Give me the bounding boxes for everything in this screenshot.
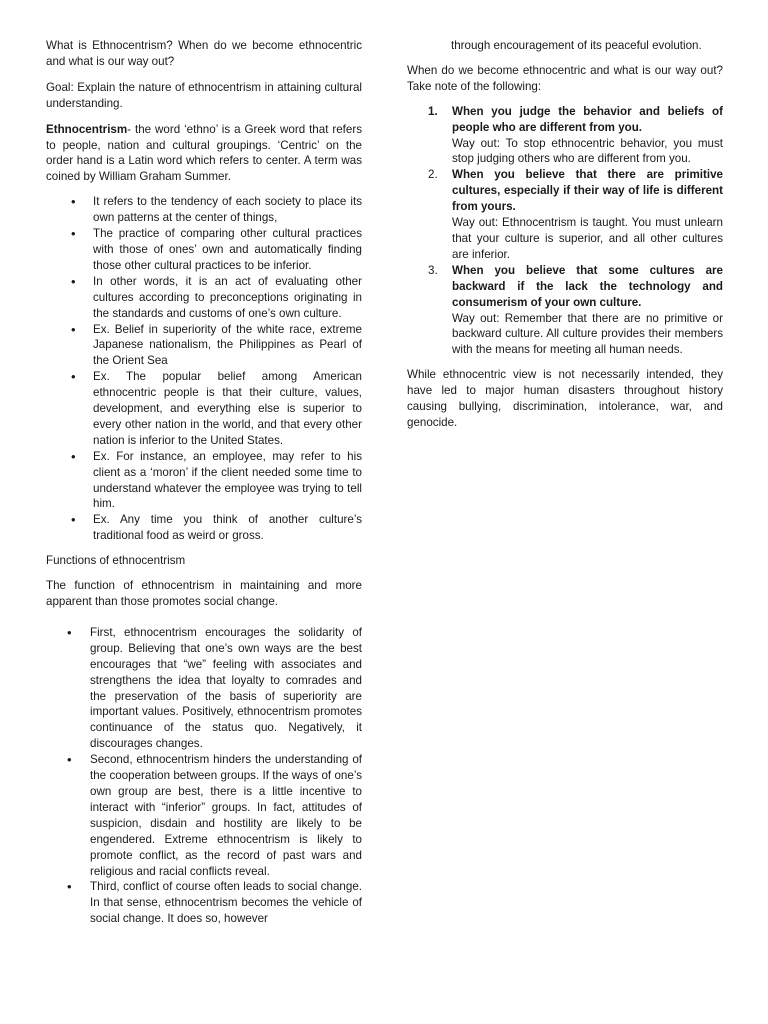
intro-question: What is Ethnocentrism? When do we become ethnocentric and what is our way out? xyxy=(46,39,362,68)
item-heading: When you believe that some cultures are backward if the lack the technology and consumerism of your own culture. xyxy=(452,263,723,309)
functions-list xyxy=(46,625,362,927)
item-number: 3. xyxy=(428,263,438,277)
item-heading: When you believe that there are primitive cultures, especially if their way of life is different from yours. xyxy=(452,168,723,214)
list-item: • Third, conflict of course often leads to social change. In that sense, ethnocentrism becomes the vehicle of social change. It does so, however xyxy=(46,879,362,927)
list-item xyxy=(407,167,723,262)
ethnocentric-situations-list xyxy=(407,104,723,359)
list-item: • Ex. For instance, an employee, may refer to his client as a ‘moron’ if the client needed some time to understand whatever the employee was trying to tell him. xyxy=(46,449,362,513)
list-item: • The practice of comparing other cultural practices with those of ones’ own and automatically finding those other cultural practices to be inferior. xyxy=(46,226,362,274)
list-item: • Ex. The popular belief among American ethnocentric people is that their culture, values, development, and everything else is superior to every other nation in the world, and that every other nation is inferior to the United States. xyxy=(46,369,362,449)
conclusion-paragraph: While ethnocentric view is not necessarily intended, they have led to major human disasters throughout history causing bullying, discrimination, intolerance, war, and genocide. xyxy=(407,368,723,429)
right-column xyxy=(407,38,723,440)
item-number: 2. xyxy=(428,168,438,182)
item-heading: When you judge the behavior and beliefs of people who are different from you. xyxy=(452,104,723,134)
definition-paragraph xyxy=(46,122,362,186)
list-item xyxy=(407,104,723,168)
list-item: • Ex. Any time you think of another culture’s traditional food as weird or gross. xyxy=(46,512,362,544)
list-item: • Second, ethnocentrism hinders the understanding of the cooperation between groups. If the ways of one’s own group are best, there is a little incentive to interact with “inferior” groups. In fact, attitudes of suspicion, disdain and hostility are likely to be engendered. Extreme ethnocentrism is likely to promote conflict, as the record of past wars and religious and racial conflicts reveal. xyxy=(46,752,362,879)
continuation-text: through encouragement of its peaceful evolution. xyxy=(451,39,702,52)
definition-term: Ethnocentrism xyxy=(46,122,128,136)
definition-text: - the word ‘ethno’ is a Greek word that refers to people, nation and cultural groupings. ‘Centric’ on the order hand is a Latin word which refers to center. A term was coined by William Graham Summer. xyxy=(46,122,362,184)
list-item: • It refers to the tendency of each society to place its own patterns at the center of things, xyxy=(46,194,362,226)
way-out-text: Way out: Remember that there are no primitive or backward culture. All culture provides their members with the means for meeting all human needs. xyxy=(452,311,723,357)
way-out-text: Way out: To stop ethnocentric behavior, you must stop judging others who are different from you. xyxy=(452,136,723,166)
list-item: • In other words, it is an act of evaluating other cultures according to preconceptions originating in the standards and customs of one’s own culture. xyxy=(46,274,362,322)
way-out-text: Way out: Ethnocentrism is taught. You must unlearn that your culture is superior, and all other cultures are inferior. xyxy=(452,216,723,261)
list-item xyxy=(407,263,723,358)
item-number: 1. xyxy=(428,104,438,118)
list-item: • First, ethnocentrism encourages the solidarity of group. Believing that one’s own ways are the best encourages that “we” feeling with associates and strengthens the idea that loyalty to comrades and the preservation of the basis of superiority are important values. Positively, ethnocentrism promotes continuance of the status quo. Negatively, it discourages changes. xyxy=(46,625,362,752)
definition-bullets xyxy=(46,194,362,544)
functions-heading: Functions of ethnocentrism xyxy=(46,554,186,568)
goal-statement: Goal: Explain the nature of ethnocentrism in attaining cultural understanding. xyxy=(46,80,362,110)
right-question: When do we become ethnocentric and what is our way out? Take note of the following: xyxy=(407,63,723,93)
left-column xyxy=(46,38,362,936)
functions-intro: The function of ethnocentrism in maintaining and more apparent than those promotes social change. xyxy=(46,579,362,608)
list-item: • Ex. Belief in superiority of the white race, extreme Japanese nationalism, the Philippines as Pearl of the Orient Sea xyxy=(46,322,362,370)
